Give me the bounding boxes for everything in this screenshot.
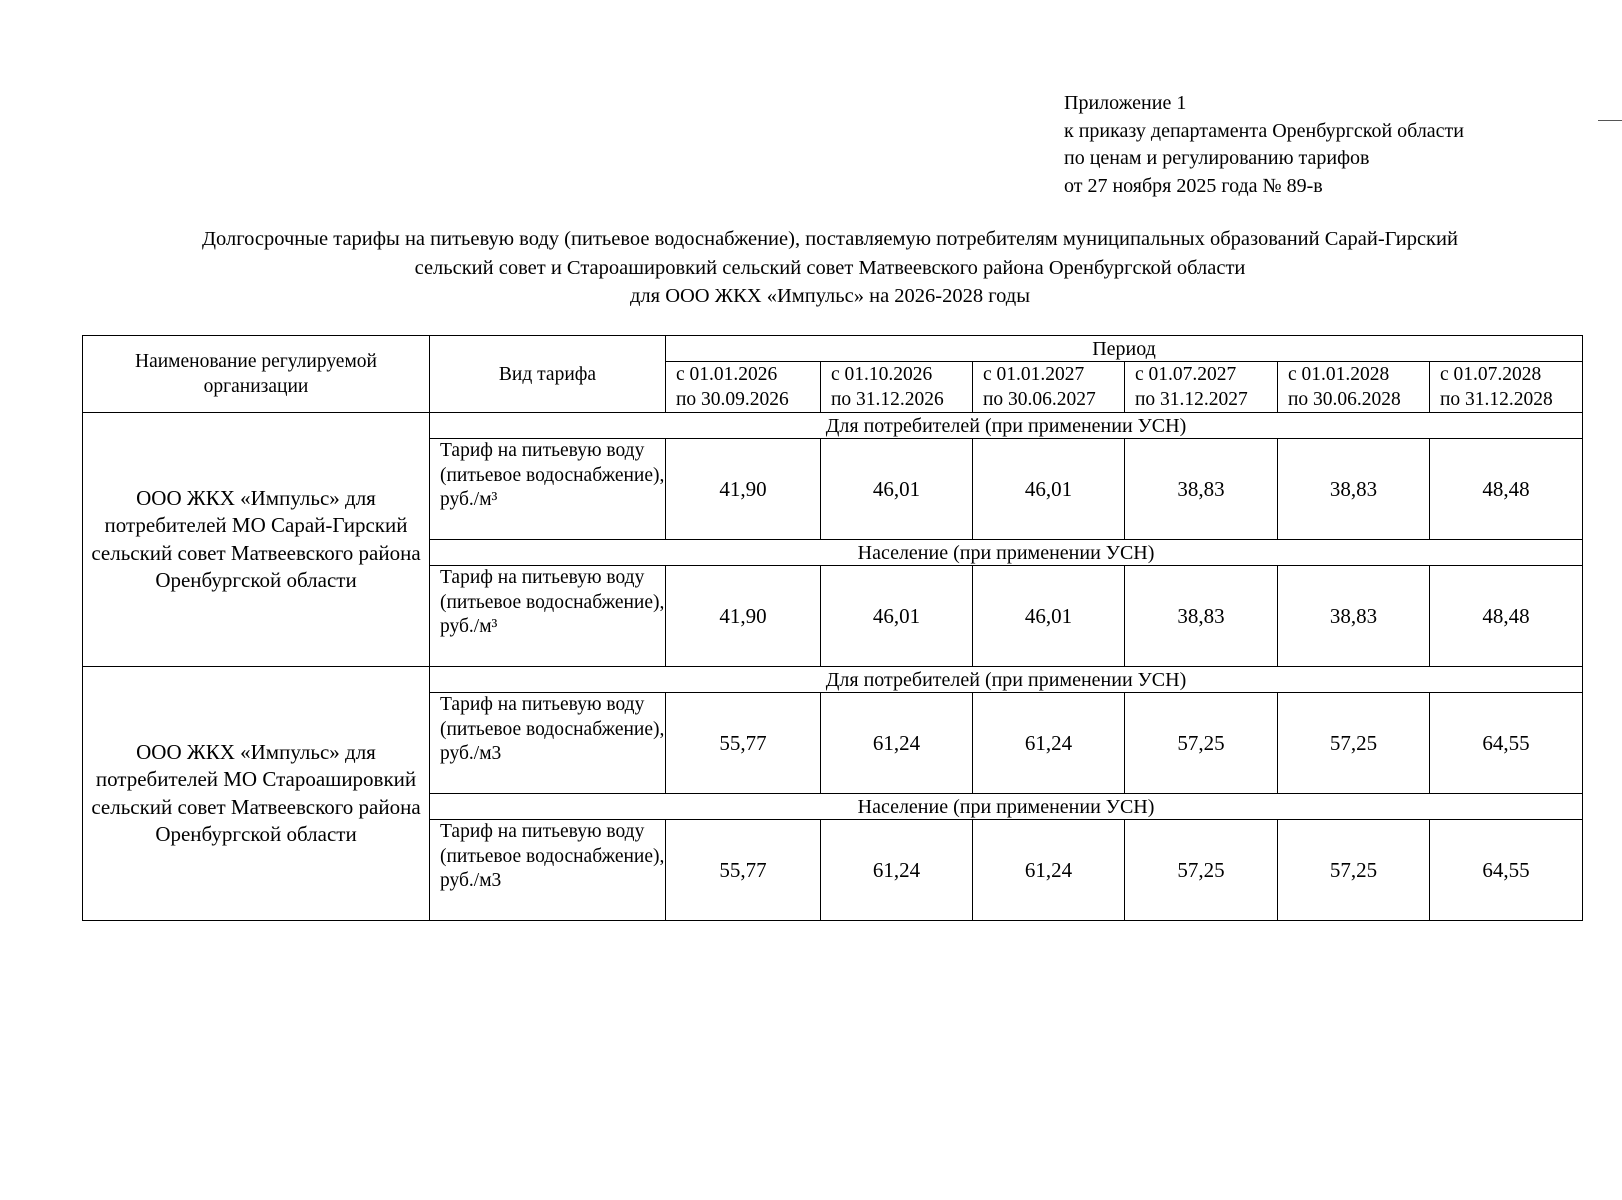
period-to: по 31.12.2028	[1440, 389, 1553, 410]
appendix-line: от 27 ноября 2025 года № 89-в	[1064, 174, 1323, 197]
tariff-value: 57,25	[1278, 693, 1430, 794]
period-to: по 30.06.2027	[983, 389, 1096, 410]
period-header	[666, 362, 821, 413]
period-to: по 31.12.2026	[831, 389, 944, 410]
consumer-group-label: Для потребителей (при применении УСН)	[430, 413, 1583, 439]
title-line: сельский совет и Староашировкий сельский совет Матвеевского района Оренбургской области	[414, 256, 1246, 279]
document-title	[90, 225, 1570, 311]
header-org: Наименование регулируемой организации	[83, 336, 430, 413]
tariff-type: Тариф на питьевую воду (питьевое водоснабжение), руб./м³	[430, 439, 666, 540]
consumer-group-label: Население (при применении УСН)	[430, 794, 1583, 820]
tariff-value: 41,90	[666, 566, 821, 667]
tariff-value: 46,01	[973, 439, 1125, 540]
period-header	[1278, 362, 1430, 413]
period-header	[973, 362, 1125, 413]
tariff-type: Тариф на питьевую воду (питьевое водоснабжение), руб./м3	[430, 820, 666, 921]
tariff-type: Тариф на питьевую воду (питьевое водоснабжение), руб./м³	[430, 566, 666, 667]
period-from: с 01.10.2026	[831, 364, 933, 385]
period-from: с 01.07.2027	[1135, 364, 1237, 385]
appendix-line: по ценам и регулированию тарифов	[1064, 147, 1370, 169]
period-from: с 01.01.2026	[676, 364, 778, 385]
tariff-value: 57,25	[1125, 820, 1278, 921]
group-row	[83, 667, 1583, 693]
period-to: по 30.09.2026	[676, 389, 789, 410]
consumer-group-label: Население (при применении УСН)	[430, 540, 1583, 566]
header-tariff-type: Вид тарифа	[430, 336, 666, 413]
tariff-table	[82, 335, 1583, 921]
period-header	[1430, 362, 1583, 413]
period-from: с 01.01.2027	[983, 364, 1085, 385]
tariff-value: 41,90	[666, 439, 821, 540]
period-from: с 01.07.2028	[1440, 364, 1542, 385]
org-name: ООО ЖКХ «Импульс» для потребителей МО Сарай-Гирский сельский совет Матвеевского района Оренбургской области	[83, 413, 430, 667]
tariff-value: 38,83	[1278, 566, 1430, 667]
tariff-value: 64,55	[1430, 820, 1583, 921]
tariff-value: 57,25	[1278, 820, 1430, 921]
tariff-value: 46,01	[973, 566, 1125, 667]
period-header	[1125, 362, 1278, 413]
period-to: по 30.06.2028	[1288, 389, 1401, 410]
group-row	[83, 413, 1583, 439]
tariff-value: 46,01	[821, 439, 973, 540]
tariff-value: 48,48	[1430, 566, 1583, 667]
period-from: с 01.01.2028	[1288, 364, 1390, 385]
appendix-line: Приложение 1	[1064, 92, 1187, 114]
scan-edge-mark	[1598, 120, 1622, 121]
period-to: по 31.12.2027	[1135, 389, 1248, 410]
tariff-value: 57,25	[1125, 693, 1278, 794]
tariff-value: 61,24	[973, 693, 1125, 794]
tariff-value: 38,83	[1278, 439, 1430, 540]
title-line: Долгосрочные тарифы на питьевую воду (питьевое водоснабжение), поставляемую потребителям муниципальных образований Сарай-Гирский	[202, 228, 1458, 250]
period-header	[821, 362, 973, 413]
org-name: ООО ЖКХ «Импульс» для потребителей МО Староашировкий сельский совет Матвеевского района Оренбургской области	[83, 667, 430, 921]
tariff-value: 55,77	[666, 693, 821, 794]
tariff-value: 46,01	[821, 566, 973, 667]
tariff-value: 38,83	[1125, 439, 1278, 540]
title-line: для ООО ЖКХ «Импульс» на 2026-2028 годы	[629, 285, 1031, 307]
header-row	[83, 336, 1583, 362]
appendix-line: к приказу департамента Оренбургской области	[1064, 119, 1464, 142]
tariff-value: 55,77	[666, 820, 821, 921]
tariff-value: 38,83	[1125, 566, 1278, 667]
tariff-value: 61,24	[973, 820, 1125, 921]
appendix-header	[1064, 90, 1464, 200]
tariff-value: 61,24	[821, 820, 973, 921]
consumer-group-label: Для потребителей (при применении УСН)	[430, 667, 1583, 693]
tariff-type: Тариф на питьевую воду (питьевое водоснабжение), руб./м3	[430, 693, 666, 794]
tariff-value: 64,55	[1430, 693, 1583, 794]
tariff-value: 61,24	[821, 693, 973, 794]
header-period: Период	[666, 336, 1583, 362]
tariff-value: 48,48	[1430, 439, 1583, 540]
